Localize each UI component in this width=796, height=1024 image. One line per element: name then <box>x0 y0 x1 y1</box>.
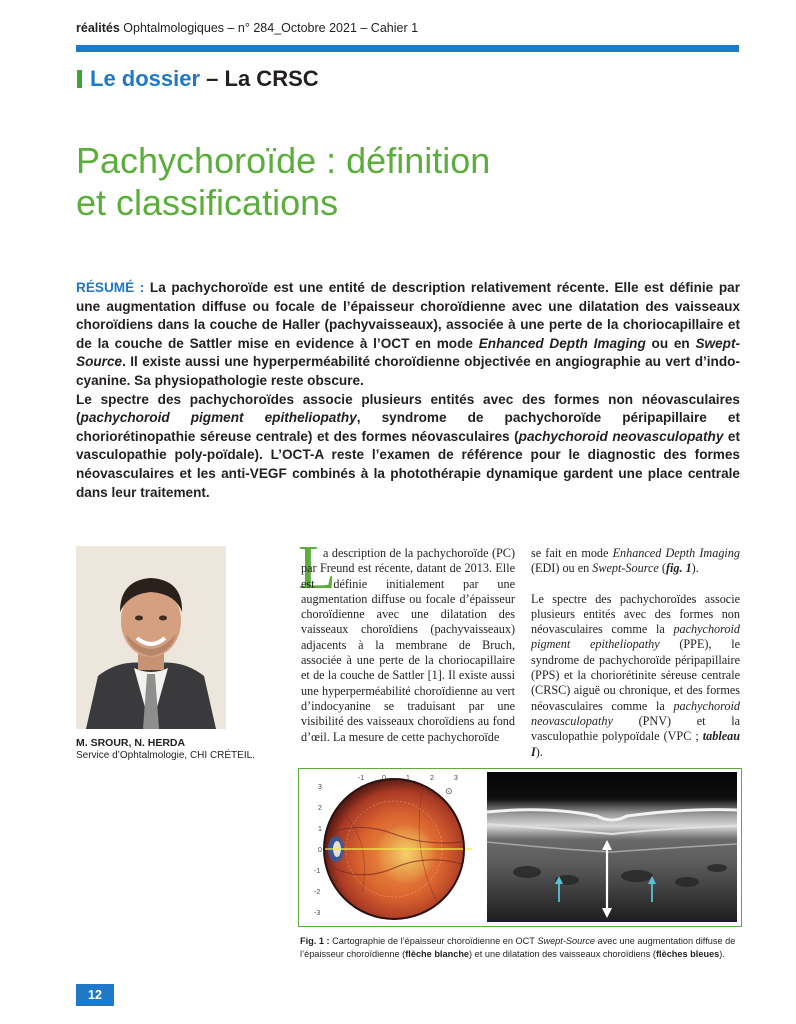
tick-label: 3 <box>454 775 458 782</box>
caption-text: avec une augmentation diffuse de l’épaisseur choroïdienne ( <box>300 936 736 959</box>
tick-label: 2 <box>430 775 434 782</box>
author-portrait-image <box>76 546 226 729</box>
body-column-1 <box>301 546 515 745</box>
tick-label: 0 <box>382 775 386 782</box>
summary-italic: Swept-Source <box>76 335 741 370</box>
summary-italic: Enhanced Depth Imaging <box>478 335 646 351</box>
body-text: (PPE), le syndrome de pachychoroïde péripapillaire (PPS) et la choriorétinite séreuse centrale (CRSC) aiguë ou chronique, et des formes néovasculaires comme la <box>531 637 740 713</box>
summary-text: Le spectre des pachychoroïdes associe plusieurs entités avec des formes non néovasculaires ( <box>76 391 740 426</box>
body-text: ( <box>658 561 666 576</box>
summary-text: . Il existe aussi une hyperperméabilité choroïdienne objectivée en angiographie au vert d’indo-cyanine. Sa physiopathologie reste obscure. <box>76 354 740 388</box>
figure-reference: fig. 1 <box>665 561 692 576</box>
body-italic: pachychoroid pigment epitheliopathy <box>531 622 740 652</box>
section-marker <box>77 70 82 88</box>
article-title <box>76 140 736 224</box>
body-paragraph <box>531 546 740 577</box>
author-affiliation: Service d’Ophtalmologie, CHI CRÉTEIL. <box>76 750 255 761</box>
body-paragraph <box>531 592 740 760</box>
summary-text: et vasculopathie poly-poïdale). L’OCT-A reste l’examen de référence pour le diagnostic des formes néovasculaires et les anti-VEGF combinés à la photothérapie dynamique gardent une place centrale dans leur traitement. <box>76 428 740 500</box>
summary-text: ou en <box>645 335 696 351</box>
journal-header <box>76 21 418 35</box>
summary-label: RÉSUMÉ : <box>76 280 145 295</box>
title-line-1: Pachychoroïde : définition <box>76 140 491 181</box>
section-topic: – La CRSC <box>206 66 319 91</box>
summary-text: , syndrome de pachychoroïde péripapillaire et choriorétinopathie séreuse centrale) et des formes néovasculaires ( <box>76 410 741 444</box>
body-text: (EDI) ou en <box>531 561 593 576</box>
tick-label: -2 <box>314 889 321 896</box>
summary-text: La pachychoroïde est une entité de description relativement récente. Elle est définie par une augmentation diffuse ou focale de l’épaisseur choroïdienne avec une dilatation des vaisseaux choroïdiens dans la couche de Haller (pachyvaisseaux), associée à une perte de la choriocapillaire et de la couche de Sattler mise en evidence à l’OCT en mode <box>76 280 740 351</box>
summary-italic: pachychoroid pigment epitheliopathy <box>80 410 357 426</box>
svg-text:⊙: ⊙ <box>445 786 453 796</box>
oct-b-scan <box>487 772 737 922</box>
body-italic: Enhanced Depth Imaging <box>612 546 740 560</box>
summary-italic: pachychoroid neovasculopathy <box>518 428 724 444</box>
caption-text: ) et une dilatation des vaisseaux choroïdiens ( <box>469 949 656 959</box>
body-text: se fait en mode <box>531 546 613 560</box>
tick-label: 2 <box>318 805 322 812</box>
page-number: 12 <box>76 984 114 1006</box>
body-text: a description de la pachychoroïde (PC) par Freund est récente, datant de 2013. Elle est définie initialement par une augmentation diffuse ou focale d’épaisseur choroïdienne avec une dilatation des vaisseaux choroïdiens (pachyvaisseaux) adjacents à la membrane de Bruch, associée à une perte de la choriocapillaire et de la couche de Sattler [1]. Il existe aussi une hyperperméabilité choroïdienne au vert d’indocyanine se traduisant par une visibilité des vaisseaux choroïdiens au fond d’œil. La mesure de cette pachychoroïde <box>301 546 515 744</box>
body-paragraph <box>301 546 515 745</box>
title-line-2: et classifications <box>76 182 339 223</box>
caption-text: ). <box>719 949 725 959</box>
table-reference: tableau I <box>531 729 740 759</box>
figure-caption <box>300 935 740 961</box>
body-text: Le spectre des pachychoroïdes associe plusieurs entités avec des formes non néovasculaires comme la <box>531 591 740 637</box>
summary-paragraph-1 <box>76 279 740 391</box>
body-text: ). <box>535 744 543 759</box>
author-names: M. SROUR, N. HERDA <box>76 737 186 749</box>
tick-label: 1 <box>318 826 322 833</box>
tick-label: 0 <box>318 847 322 854</box>
section-heading <box>90 66 319 92</box>
journal-brand: réalités <box>76 21 120 35</box>
caption-text: Cartographie de l’épaisseur choroïdienne en OCT <box>329 936 538 946</box>
tick-label: 1 <box>406 775 410 782</box>
article-summary <box>76 279 740 502</box>
caption-italic: Swept-Source <box>537 936 596 946</box>
caption-bold: flèches bleues <box>655 949 720 959</box>
tick-label: -3 <box>314 910 321 917</box>
choroidal-thickness-map <box>302 772 484 922</box>
author-photo <box>76 546 226 729</box>
drop-cap: L <box>298 534 336 602</box>
section-label: Le dossier <box>90 66 201 91</box>
figure-label: Fig. 1 : <box>300 936 330 946</box>
body-italic: pachychoroid neovasculopathy <box>531 698 740 728</box>
body-text: ). <box>691 561 699 576</box>
body-column-2 <box>531 546 740 760</box>
tick-label: 3 <box>318 784 322 791</box>
header-rule <box>76 45 739 52</box>
body-text: (PNV) et la vasculopathie polypoïdale (VPC ; <box>531 713 740 744</box>
journal-issue: Ophtalmologiques – n° 284_Octobre 2021 – Cahier 1 <box>123 21 419 35</box>
tick-label: -1 <box>314 868 321 875</box>
body-italic: Swept-Source <box>592 561 659 576</box>
summary-paragraph-2 <box>76 391 740 503</box>
tick-label: -1 <box>358 775 365 782</box>
caption-bold: flèche blanche <box>405 949 470 959</box>
